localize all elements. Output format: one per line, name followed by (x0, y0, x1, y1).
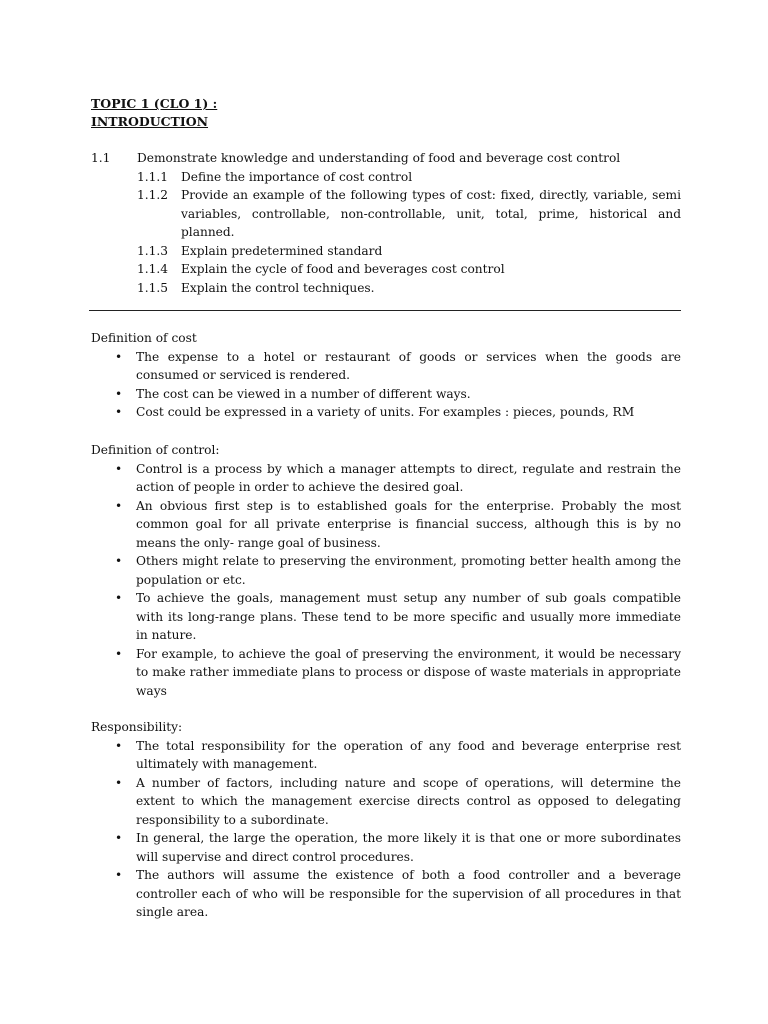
bullet-icon: • (115, 461, 123, 476)
outline-main-item (91, 149, 681, 168)
list-item (91, 589, 681, 645)
outline-sub-number: 1.1.4 (137, 262, 169, 276)
horizontal-divider (89, 310, 681, 311)
list-item-text: Others might relate to preserving the environment, promoting better health among the population or etc. (136, 554, 681, 587)
bullet-list (91, 460, 681, 701)
list-item-text: The cost can be viewed in a number of different ways. (136, 386, 471, 401)
bullet-icon: • (115, 405, 123, 419)
topic-label: TOPIC 1 (CLO 1) : (91, 96, 218, 111)
list-item (91, 866, 681, 922)
bullet-icon: • (115, 738, 123, 753)
list-item (91, 403, 681, 422)
outline-number: 1.1 (91, 151, 111, 165)
learning-outcomes-outline (91, 149, 681, 297)
section-heading: Responsibility: (91, 720, 183, 734)
list-item (91, 497, 681, 553)
outline-sub-number: 1.1.2 (137, 188, 169, 202)
list-item-text: For example, to achieve the goal of preserving the environment, it would be necessary to make rather immediate plans to process or dispose of waste materials in appropriate ways (136, 646, 681, 698)
list-item (91, 829, 681, 866)
list-item (91, 460, 681, 497)
list-item (91, 385, 681, 404)
outline-sub-text: Explain predetermined standard (181, 243, 383, 258)
list-item (91, 645, 681, 701)
list-item-text: In general, the large the operation, the more likely it is that one or more subordinates will supervise and direct control procedures. (136, 831, 681, 864)
list-item-text: Control is a process by which a manager attempts to direct, regulate and restrain the action of people in order to achieve the desired goal. (136, 461, 681, 494)
section-definition-of-control (91, 441, 681, 700)
bullet-icon: • (115, 349, 123, 364)
bullet-icon: • (115, 498, 123, 513)
list-item-text: The total responsibility for the operation of any food and beverage enterprise rest ultimately with management. (136, 738, 681, 771)
outline-sub-text: Provide an example of the following types of cost: fixed, directly, variable, semi variables, controllable, non-controllable, unit, total, prime, historical and planned. (181, 188, 681, 239)
outline-sub-item (137, 242, 681, 261)
topic-title (91, 95, 217, 131)
outline-sub-item (137, 260, 681, 279)
outline-sub-text: Define the importance of cost control (181, 169, 413, 184)
outline-title: Demonstrate knowledge and understanding of food and beverage cost control (137, 151, 621, 165)
list-item (91, 552, 681, 589)
bullet-list (91, 737, 681, 922)
list-item-text: An obvious first step is to established goals for the enterprise. Probably the most common goal for all private enterprise is financial success, although this is by no means the only- range goal of business. (136, 498, 681, 550)
list-item (91, 737, 681, 774)
bullet-icon: • (115, 646, 123, 661)
bullet-icon: • (115, 775, 123, 790)
bullet-icon: • (115, 591, 123, 605)
list-item-text: To achieve the goals, management must setup any number of sub goals compatible with its long-range plans. These tend to be more specific and usually more immediate in nature. (136, 591, 681, 642)
bullet-icon: • (115, 386, 123, 401)
section-heading: Definition of control: (91, 443, 220, 457)
list-item (91, 774, 681, 830)
outline-sub-item (137, 279, 681, 298)
list-item (91, 348, 681, 385)
outline-sub-number: 1.1.1 (137, 169, 169, 184)
outline-sub-number: 1.1.3 (137, 243, 169, 258)
outline-sub-text: Explain the control techniques. (181, 280, 375, 295)
section-responsibility (91, 718, 681, 922)
list-item-text: The authors will assume the existence of both a food controller and a beverage controller each of who will be responsible for the supervision of all procedures in that single area. (136, 868, 681, 919)
bullet-icon: • (115, 554, 123, 568)
list-item-text: Cost could be expressed in a variety of units. For examples : pieces, pounds, RM (136, 405, 635, 419)
bullet-list (91, 348, 681, 422)
section-definition-of-cost (91, 329, 681, 422)
outline-sub-text: Explain the cycle of food and beverages cost control (181, 262, 505, 276)
outline-sub-item (137, 186, 681, 242)
outline-sub-item (137, 168, 681, 187)
outline-sub-number: 1.1.5 (137, 280, 169, 295)
section-heading: Definition of cost (91, 331, 197, 345)
topic-subtitle: INTRODUCTION (91, 114, 209, 129)
bullet-icon: • (115, 868, 123, 882)
list-item-text: The expense to a hotel or restaurant of goods or services when the goods are consumed or serviced is rendered. (136, 349, 681, 382)
list-item-text: A number of factors, including nature and scope of operations, will determine the extent to which the management exercise directs control as opposed to delegating responsibility to a subordinate. (136, 775, 681, 827)
bullet-icon: • (115, 831, 123, 845)
